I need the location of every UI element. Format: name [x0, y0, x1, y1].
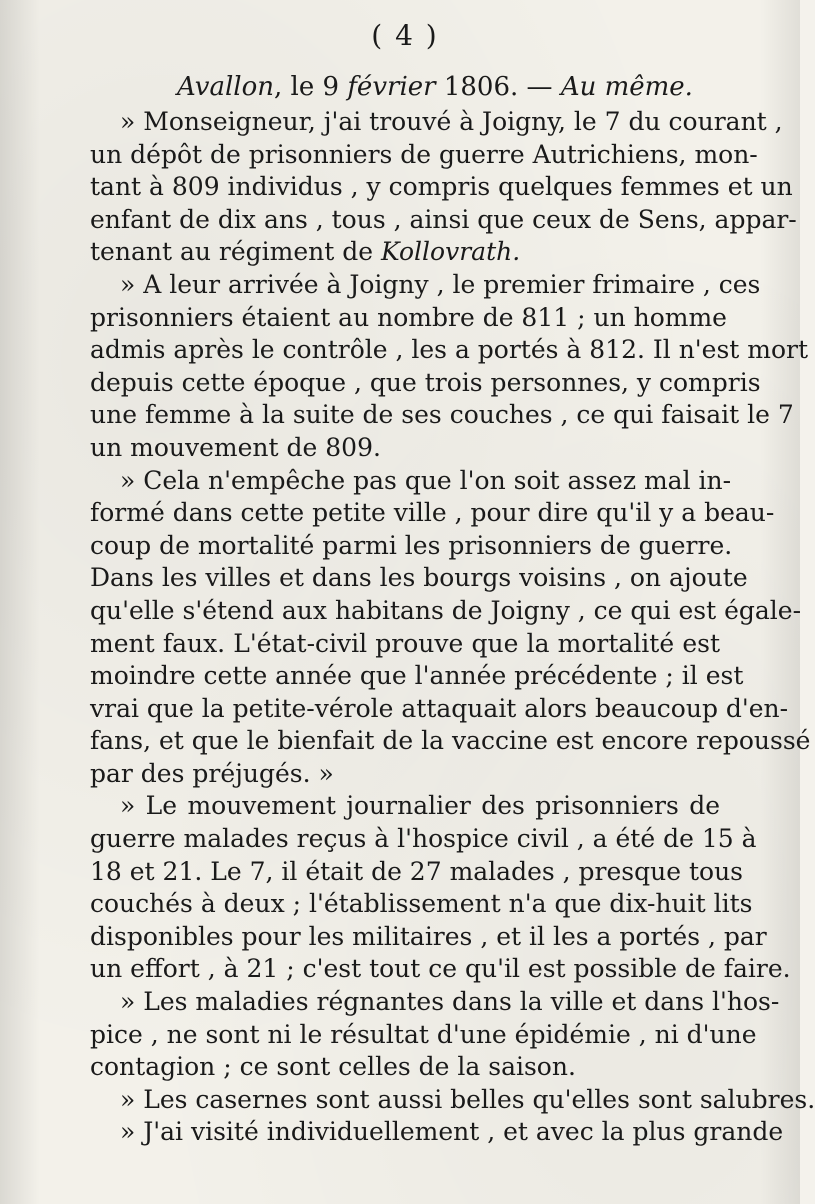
heading-date-prefix: , le	[274, 72, 323, 102]
text-line: ment faux. L'état-civil prouve que la mortalité est	[90, 628, 720, 658]
text-line: un mouvement de 809.	[90, 432, 381, 462]
text-line: disponibles pour les militaires , et il les a portés , par	[90, 921, 767, 951]
heading-year: 1806	[443, 72, 511, 102]
text-line: » J'ai visité individuellement , et avec la plus grande	[120, 1117, 784, 1147]
text-line: vrai que la petite-vérole attaquait alors beaucoup d'en-	[90, 693, 789, 723]
text-line: prisonniers étaient au nombre de 811 ; un homme	[90, 302, 727, 332]
paragraph	[90, 465, 811, 791]
body-text	[90, 106, 815, 1149]
text-line: fans, et que le bienfait de la vaccine est encore repoussé	[90, 726, 811, 756]
text-line: pice , ne sont ni le résultat d'une épidémie , ni d'une	[90, 1019, 757, 1049]
text-line: 18 et 21. Le 7, il était de 27 malades , presque tous	[90, 856, 744, 886]
text-line: par des préjugés. »	[90, 758, 334, 788]
text-line: coup de mortalité parmi les prisonniers de guerre.	[90, 530, 733, 560]
text-line: enfant de dix ans , tous , ainsi que ceux de Sens, appar-	[90, 204, 797, 234]
text-line: couchés à deux ; l'établissement n'a que dix-huit lits	[90, 889, 753, 919]
text-line	[90, 236, 720, 269]
text-line: admis après le contrôle , les a portés à 812. Il n'est mort	[90, 335, 809, 365]
page-number: ( 4 )	[371, 19, 439, 52]
heading-separator: . —	[510, 72, 561, 102]
heading-place: Avallon	[177, 72, 274, 102]
paragraph	[90, 106, 797, 269]
text-line-prefix: tenant au régiment de	[90, 237, 381, 267]
text-line: contagion ; ce sont celles de la saison.	[90, 1052, 576, 1082]
paragraph	[90, 1084, 815, 1117]
heading-day: 9	[322, 72, 340, 102]
text-line: moindre cette année que l'année précédente ; il est	[90, 661, 744, 691]
text-line: un dépôt de prisonniers de guerre Autrichiens, mon-	[90, 139, 758, 169]
paragraph	[90, 986, 780, 1084]
paragraph	[90, 790, 791, 986]
text-line: » Les casernes sont aussi belles qu'elles sont salubres.	[120, 1084, 815, 1114]
text-line: » A leur arrivée à Joigny , le premier frimaire , ces	[120, 269, 761, 299]
text-line: une femme à la suite de ses couches , ce qui faisait le 7	[90, 400, 794, 430]
page-text-block	[90, 18, 815, 1149]
text-line: Dans les villes et dans les bourgs voisins , on ajoute	[90, 563, 748, 593]
text-line: » Les maladies régnantes dans la ville et dans l'hos-	[120, 987, 780, 1017]
heading-addressee: Au même.	[560, 72, 693, 102]
text-line: formé dans cette petite ville , pour dire qu'il y a beau-	[90, 498, 775, 528]
text-line: tant à 809 individus , y compris quelques femmes et un	[90, 172, 793, 202]
text-line: depuis cette époque , que trois personnes, y compris	[90, 367, 761, 397]
text-line: » Monseigneur, j'ai trouvé à Joigny, le 7 du courant ,	[120, 107, 783, 136]
paragraph	[90, 269, 809, 465]
letter-heading	[90, 68, 720, 106]
regiment-name: Kollovrath.	[380, 237, 521, 267]
text-line: un effort , à 21 ; c'est tout ce qu'il est possible de faire.	[90, 954, 791, 984]
text-line: » Le mouvement journalier des prisonniers de	[120, 791, 720, 821]
paragraph	[90, 1116, 784, 1149]
text-line: » Cela n'empêche pas que l'on soit assez mal in-	[120, 465, 732, 495]
text-line: qu'elle s'étend aux habitans de Joigny , ce qui est égale-	[90, 595, 802, 625]
text-line: guerre malades reçus à l'hospice civil , a été de 15 à	[90, 824, 757, 854]
heading-month: février	[347, 72, 436, 102]
